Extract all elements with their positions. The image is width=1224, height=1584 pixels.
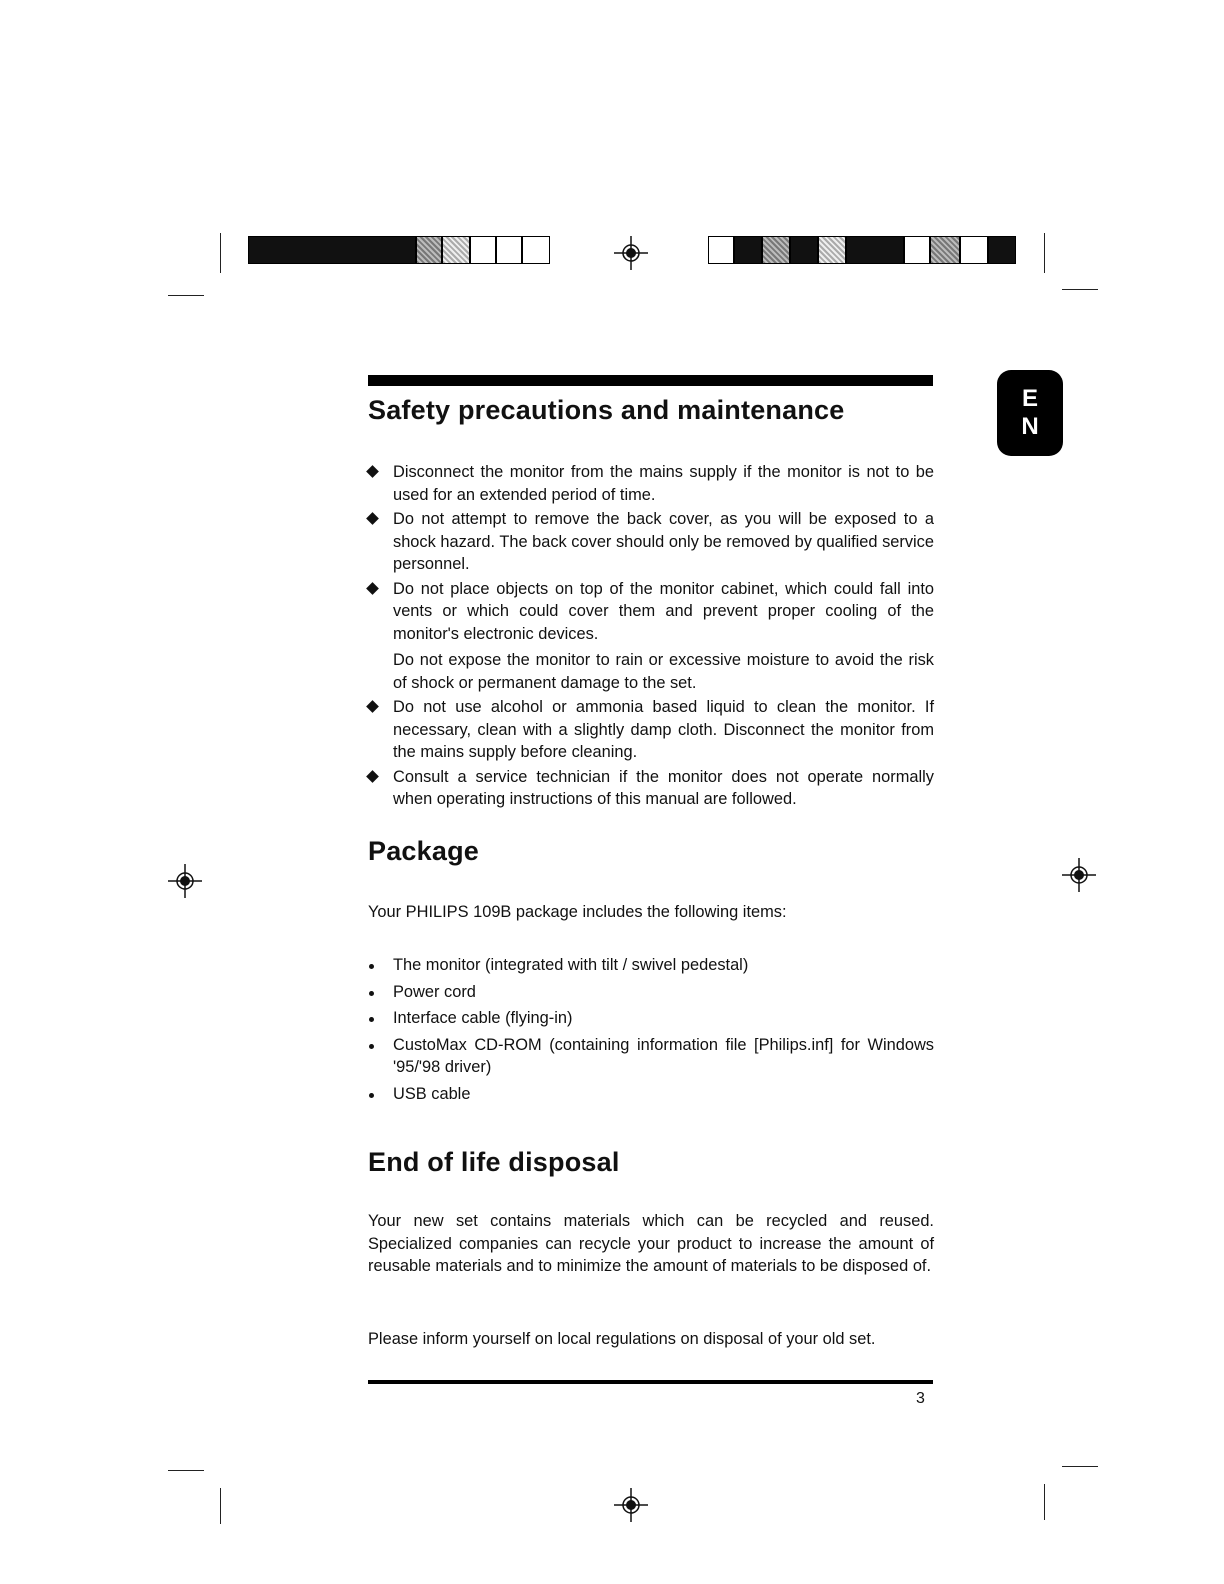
- safety-item-text: Do not place objects on top of the monitor cabinet, which could fall into vents or which could cover them and prevent proper cooling of the monitor's electronic devices.: [393, 579, 934, 643]
- registration-mark-right-icon: [1062, 858, 1096, 892]
- safety-list: [368, 461, 934, 813]
- safety-item-text: Do not use alcohol or ammonia based liquid to clean the monitor. If necessary, clean with a slightly damp cloth. Disconnect the monitor from the mains supply before cleaning.: [393, 698, 934, 761]
- crop-mark-bottom-left-horizontal: [168, 1470, 204, 1471]
- bullet-icon: [369, 1044, 374, 1049]
- registration-mark-top-icon: [614, 236, 648, 270]
- language-tab-letter-n: N: [1021, 413, 1039, 440]
- package-item: [368, 981, 934, 1004]
- bullet-icon: [369, 1093, 374, 1098]
- diamond-bullet-icon: [366, 770, 379, 783]
- language-tab: [997, 370, 1063, 456]
- section-bottom-rule: [368, 1380, 933, 1384]
- section-top-rule: [368, 375, 933, 386]
- bullet-icon: [369, 1017, 374, 1022]
- bullet-icon: [369, 991, 374, 996]
- package-item-text: USB cable: [393, 1084, 471, 1103]
- crop-mark-top-right-vertical: [1044, 233, 1045, 273]
- package-item-text: The monitor (integrated with tilt / swivel pedestal): [393, 956, 749, 974]
- safety-heading: Safety precautions and maintenance: [368, 395, 845, 425]
- crop-mark-top-left-vertical: [220, 233, 221, 273]
- crop-mark-bottom-right-horizontal: [1062, 1466, 1098, 1467]
- safety-item-text: Consult a service technician if the monitor does not operate normally when operating instructions of this manual are followed.: [393, 767, 934, 808]
- bullet-icon: [369, 964, 374, 969]
- safety-item-text: Disconnect the monitor from the mains supply if the monitor is not to be used for an extended period of time.: [393, 463, 934, 504]
- package-item-text: Power cord: [393, 982, 476, 1001]
- diamond-bullet-icon: [366, 465, 379, 478]
- crop-mark-top-right-horizontal: [1062, 289, 1098, 290]
- safety-item: [368, 578, 934, 646]
- crop-mark-top-left-horizontal: [168, 295, 204, 296]
- safety-item-text: Do not attempt to remove the back cover, as you will be exposed to a shock hazard. The back cover should only be removed by qualified service personnel.: [393, 510, 934, 573]
- package-item: [368, 954, 934, 977]
- end-of-life-heading: End of life disposal: [368, 1147, 620, 1177]
- diamond-bullet-icon: [366, 512, 379, 525]
- safety-item: [368, 696, 934, 764]
- package-intro: Your PHILIPS 109B package includes the following items:: [368, 903, 787, 921]
- color-bar-left: [248, 236, 550, 266]
- color-bar-right: [708, 236, 1016, 266]
- crop-mark-bottom-right-vertical: [1044, 1484, 1045, 1520]
- package-item: [368, 1083, 934, 1106]
- safety-item-text: Do not expose the monitor to rain or excessive moisture to avoid the risk of shock or permanent damage to the set.: [393, 651, 934, 692]
- package-item-text: Interface cable (flying-in): [393, 1009, 573, 1027]
- package-item-text: CustoMax CD-ROM (containing information file [Philips.inf] for Windows '95/'98 driver): [393, 1035, 934, 1076]
- package-item: [368, 1034, 934, 1079]
- package-item: [368, 1007, 934, 1030]
- safety-item: [368, 461, 934, 506]
- crop-mark-bottom-left-vertical: [220, 1488, 221, 1524]
- page-number: 3: [916, 1390, 925, 1407]
- end-of-life-paragraph: Please inform yourself on local regulations on disposal of your old set.: [368, 1330, 876, 1348]
- registration-mark-bottom-icon: [614, 1488, 648, 1522]
- end-of-life-paragraph: Your new set contains materials which can be recycled and reused. Specialized companies can recycle your product to increase the amount of reusable materials and to minimize the amount of materials to be disposed of.: [368, 1212, 934, 1275]
- safety-item: [368, 766, 934, 811]
- diamond-bullet-icon: [366, 582, 379, 595]
- package-list: [368, 954, 934, 1109]
- language-tab-letter-e: E: [1021, 385, 1038, 412]
- package-heading: Package: [368, 836, 479, 866]
- safety-item: [368, 508, 934, 576]
- registration-mark-left-icon: [168, 864, 202, 898]
- diamond-bullet-icon: [366, 700, 379, 713]
- safety-item-continuation: [368, 649, 934, 694]
